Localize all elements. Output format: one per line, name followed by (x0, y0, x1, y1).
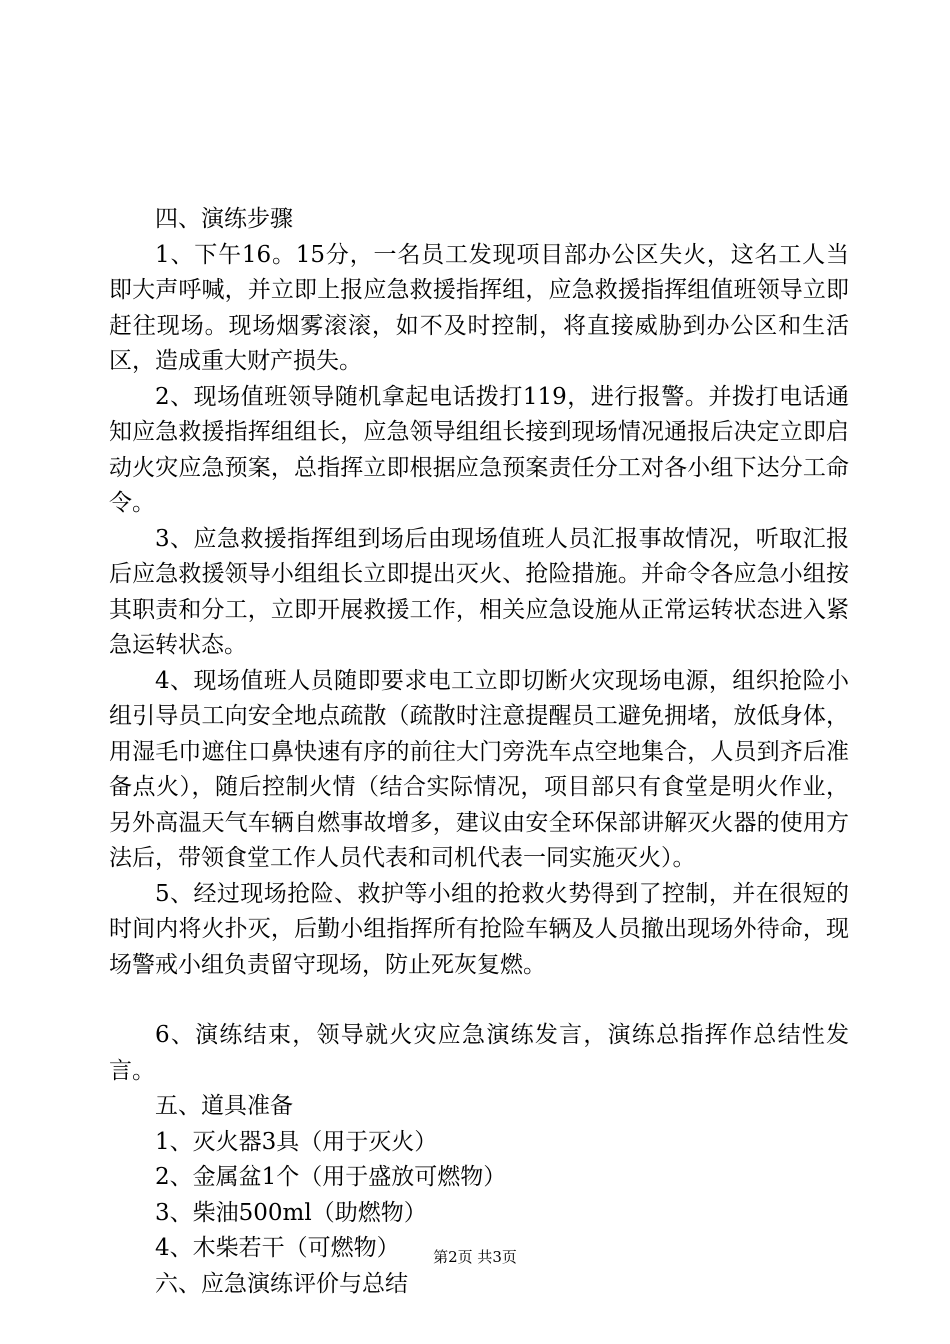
paragraph-step-6: 6、演练结束，领导就火灾应急演练发言，演练总指挥作总结性发言。 (109, 1022, 849, 1084)
paragraph-step-5: 5、经过现场抢险、救护等小组的抢救火势得到了控制，并在很短的时间内将火扑灭，后勤小组指挥所有抢险车辆及人员撤出现场外待命，现场警戒小组负责留守现场，防止死灰复燃。 (109, 880, 849, 978)
section-heading-evaluation: 六、应急演练评价与总结 (155, 1270, 408, 1297)
page-footer (0, 1247, 950, 1267)
section-heading-drill-steps: 四、演练步骤 (155, 206, 293, 232)
list-item-diesel: 3、柴油500ml（助燃物） (155, 1199, 427, 1226)
list-item-firewood: 4、木柴若干（可燃物） (155, 1235, 400, 1261)
section-heading-props: 五、道具准备 (155, 1093, 293, 1119)
paragraph-step-4: 4、现场值班人员随即要求电工立即切断火灾现场电源，组织抢险小组引导员工向安全地点疏散（疏散时注意提醒员工避免拥堵，放低身体，用湿毛巾遮住口鼻快速有序的前往大门旁洗车点空地集合，人员到齐后准备点火），随后控制火情（结合实际情况，项目部只有食堂是明火作业，另外高温天气车辆自燃事故增多，建议由安全环保部讲解灭火器的使用方法后，带领食堂工作人员代表和司机代表一同实施灭火）。 (109, 667, 849, 871)
list-item-extinguishers: 1、灭火器3具（用于灭火） (155, 1128, 438, 1155)
document-body (109, 202, 849, 1302)
paragraph-step-1: 1、下午16。15分，一名员工发现项目部办公区失火，这名工人当即大声呼喊，并立即上报应急救援指挥组，应急救援指挥组值班领导立即赶往现场。现场烟雾滚滚，如不及时控制，将直接威胁到办公区和生活区，造成重大财产损失。 (109, 241, 849, 374)
page-number: 第2页 共3页 (433, 1248, 517, 1266)
paragraph-step-3: 3、应急救援指挥组到场后由现场值班人员汇报事故情况，听取汇报后应急救援领导小组组长立即提出灭火、抢险措施。并命令各应急小组按其职责和分工，立即开展救援工作，相关应急设施从正常运转状态进入紧急运转状态。 (109, 525, 849, 658)
paragraph-step-2: 2、现场值班领导随机拿起电话拨打119，进行报警。并拨打电话通知应急救援指挥组组长，应急领导组组长接到现场情况通报后决定立即启动火灾应急预案，总指挥立即根据应急预案责任分工对各小组下达分工命令。 (109, 383, 849, 516)
list-item-metal-basin: 2、金属盆1个（用于盛放可燃物） (155, 1164, 507, 1190)
